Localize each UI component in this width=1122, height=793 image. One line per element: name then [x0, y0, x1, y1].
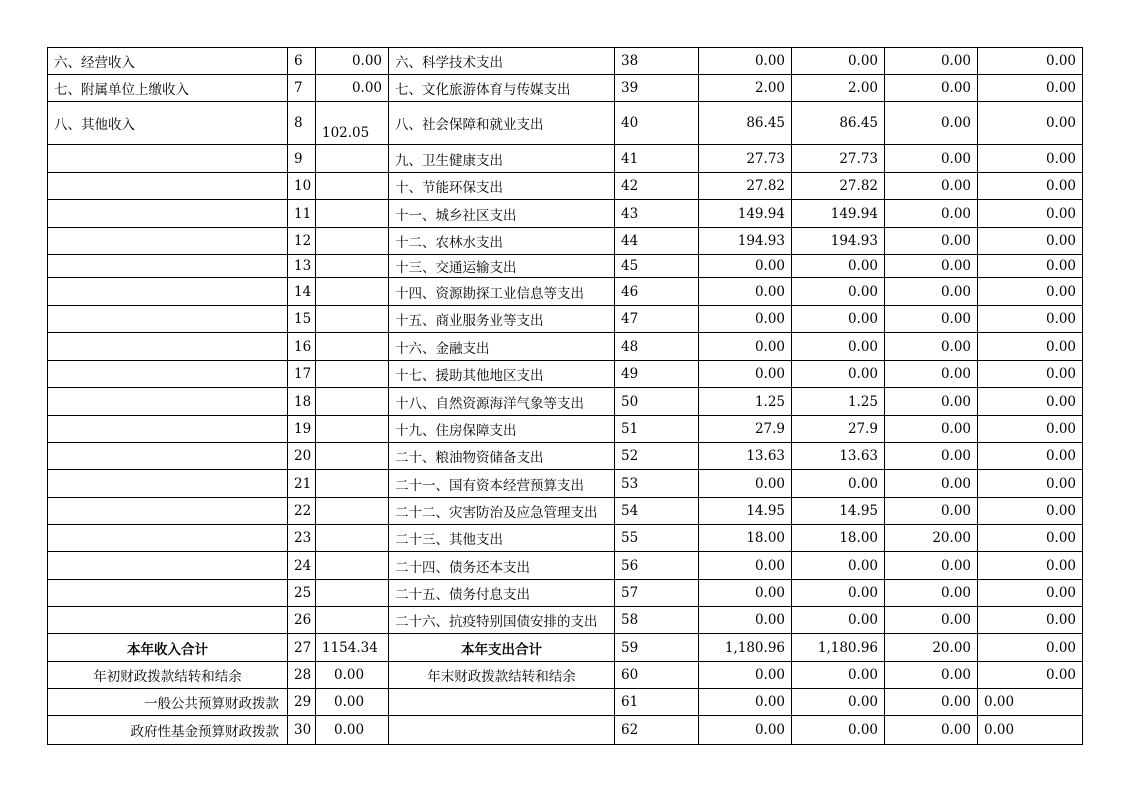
fund-budget-cell: 0.00 [885, 388, 978, 416]
general-budget-cell: 0.00 [792, 716, 885, 745]
general-budget-cell: 18.00 [792, 525, 885, 552]
state-capital-cell: 0.00 [978, 306, 1083, 333]
expense-total-cell: 194.93 [699, 228, 792, 255]
expense-line-cell: 45 [615, 255, 699, 278]
expense-total-cell: 14.95 [699, 498, 792, 525]
expense-item-cell: 十八、自然资源海洋气象等支出 [389, 388, 615, 416]
fund-budget-cell: 0.00 [885, 580, 978, 607]
table-row [48, 525, 1083, 552]
table-row [48, 333, 1083, 361]
income-amount-cell [316, 498, 389, 525]
fund-budget-cell: 0.00 [885, 716, 978, 745]
income-amount-cell [316, 388, 389, 416]
income-item-cell [48, 306, 288, 333]
fund-budget-cell: 0.00 [885, 361, 978, 388]
expense-total-cell: 0.00 [699, 689, 792, 716]
income-item-cell [48, 200, 288, 228]
general-budget-cell: 149.94 [792, 200, 885, 228]
general-budget-cell: 0.00 [792, 48, 885, 75]
expense-line-cell: 46 [615, 278, 699, 306]
expense-total-cell: 149.94 [699, 200, 792, 228]
expense-line-cell: 54 [615, 498, 699, 525]
income-item-cell [48, 443, 288, 470]
expense-line-cell: 48 [615, 333, 699, 361]
general-budget-cell: 27.9 [792, 416, 885, 443]
expense-item-cell: 二十六、抗疫特别国债安排的支出 [389, 607, 615, 634]
state-capital-cell: 0.00 [978, 689, 1083, 716]
expense-total-cell: 0.00 [699, 255, 792, 278]
income-item-cell [48, 388, 288, 416]
expense-item-cell: 十五、商业服务业等支出 [389, 306, 615, 333]
table-row [48, 306, 1083, 333]
expense-total-cell: 2.00 [699, 75, 792, 102]
state-capital-cell: 0.00 [978, 388, 1083, 416]
expense-line-cell: 59 [615, 634, 699, 662]
income-line-cell: 11 [288, 200, 316, 228]
income-amount-cell [316, 173, 389, 200]
expense-item-cell: 十七、援助其他地区支出 [389, 361, 615, 388]
fund-budget-cell: 20.00 [885, 634, 978, 662]
fund-budget-cell: 0.00 [885, 333, 978, 361]
expense-total-cell: 1,180.96 [699, 634, 792, 662]
income-amount-cell [316, 361, 389, 388]
expense-line-cell: 39 [615, 75, 699, 102]
general-budget-cell: 13.63 [792, 443, 885, 470]
income-item-cell [48, 580, 288, 607]
expense-total-cell: 86.45 [699, 102, 792, 145]
fund-budget-cell: 20.00 [885, 525, 978, 552]
income-amount-cell [316, 278, 389, 306]
expense-item-cell: 十三、交通运输支出 [389, 255, 615, 278]
general-budget-cell: 0.00 [792, 607, 885, 634]
income-line-cell: 12 [288, 228, 316, 255]
general-budget-cell: 0.00 [792, 361, 885, 388]
expense-line-cell: 58 [615, 607, 699, 634]
expense-line-cell: 57 [615, 580, 699, 607]
fund-budget-cell: 0.00 [885, 173, 978, 200]
table-row [48, 470, 1083, 498]
expense-item-cell: 八、社会保障和就业支出 [389, 102, 615, 145]
income-line-cell: 30 [288, 716, 316, 745]
expense-item-cell: 二十四、债务还本支出 [389, 552, 615, 580]
general-budget-cell: 0.00 [792, 333, 885, 361]
expense-line-cell: 41 [615, 145, 699, 173]
income-line-cell: 17 [288, 361, 316, 388]
general-budget-cell: 2.00 [792, 75, 885, 102]
fund-budget-cell: 0.00 [885, 102, 978, 145]
expense-item-cell: 十四、资源勘探工业信息等支出 [389, 278, 615, 306]
expense-item-cell: 七、文化旅游体育与传媒支出 [389, 75, 615, 102]
general-budget-cell: 1,180.96 [792, 634, 885, 662]
table-row [48, 102, 1083, 145]
expense-line-cell: 49 [615, 361, 699, 388]
expense-line-cell: 50 [615, 388, 699, 416]
state-capital-cell: 0.00 [978, 48, 1083, 75]
expense-total-cell: 0.00 [699, 333, 792, 361]
income-item-cell: 本年收入合计 [48, 634, 288, 662]
general-budget-cell: 0.00 [792, 552, 885, 580]
expense-total-cell: 18.00 [699, 525, 792, 552]
state-capital-cell: 0.00 [978, 361, 1083, 388]
state-capital-cell: 0.00 [978, 145, 1083, 173]
general-budget-cell: 86.45 [792, 102, 885, 145]
income-item-cell [48, 228, 288, 255]
income-amount-cell [316, 200, 389, 228]
expense-total-cell: 0.00 [699, 48, 792, 75]
general-budget-cell: 27.82 [792, 173, 885, 200]
expense-item-cell: 二十三、其他支出 [389, 525, 615, 552]
expense-line-cell: 56 [615, 552, 699, 580]
income-item-cell [48, 498, 288, 525]
table-row [48, 145, 1083, 173]
income-amount-cell [316, 416, 389, 443]
fund-budget-cell: 0.00 [885, 552, 978, 580]
income-line-cell: 14 [288, 278, 316, 306]
income-line-cell: 25 [288, 580, 316, 607]
income-line-cell: 22 [288, 498, 316, 525]
table-row [48, 278, 1083, 306]
expense-line-cell: 44 [615, 228, 699, 255]
expense-total-cell: 0.00 [699, 552, 792, 580]
income-amount-cell [316, 228, 389, 255]
expense-total-cell: 27.73 [699, 145, 792, 173]
expense-line-cell: 55 [615, 525, 699, 552]
income-item-cell: 年初财政拨款结转和结余 [48, 662, 288, 689]
state-capital-cell: 0.00 [978, 416, 1083, 443]
general-budget-cell: 194.93 [792, 228, 885, 255]
expense-line-cell: 47 [615, 306, 699, 333]
table-row [48, 498, 1083, 525]
general-budget-cell: 0.00 [792, 470, 885, 498]
income-item-cell [48, 333, 288, 361]
income-line-cell: 23 [288, 525, 316, 552]
state-capital-cell: 0.00 [978, 525, 1083, 552]
fund-budget-cell: 0.00 [885, 470, 978, 498]
income-line-cell: 19 [288, 416, 316, 443]
general-budget-cell: 0.00 [792, 689, 885, 716]
expense-item-cell [389, 716, 615, 745]
income-line-cell: 10 [288, 173, 316, 200]
table-body [48, 48, 1083, 745]
income-item-cell: 政府性基金预算财政拨款 [48, 716, 288, 745]
income-item-cell [48, 255, 288, 278]
expense-total-cell: 0.00 [699, 607, 792, 634]
state-capital-cell: 0.00 [978, 552, 1083, 580]
income-item-cell [48, 552, 288, 580]
state-capital-cell: 0.00 [978, 333, 1083, 361]
income-line-cell: 13 [288, 255, 316, 278]
fund-budget-cell: 0.00 [885, 416, 978, 443]
table-row [48, 662, 1083, 689]
state-capital-cell: 0.00 [978, 255, 1083, 278]
income-item-cell [48, 470, 288, 498]
expense-item-cell: 十九、住房保障支出 [389, 416, 615, 443]
income-line-cell: 29 [288, 689, 316, 716]
income-item-cell [48, 607, 288, 634]
fund-budget-cell: 0.00 [885, 48, 978, 75]
income-line-cell: 28 [288, 662, 316, 689]
expense-line-cell: 53 [615, 470, 699, 498]
expense-line-cell: 38 [615, 48, 699, 75]
expense-total-cell: 0.00 [699, 361, 792, 388]
fund-budget-cell: 0.00 [885, 228, 978, 255]
expense-item-cell: 六、科学技术支出 [389, 48, 615, 75]
general-budget-cell: 1.25 [792, 388, 885, 416]
general-budget-cell: 0.00 [792, 662, 885, 689]
table-row [48, 75, 1083, 102]
income-item-cell [48, 416, 288, 443]
table-row [48, 200, 1083, 228]
expense-item-cell: 二十五、债务付息支出 [389, 580, 615, 607]
income-item-cell [48, 173, 288, 200]
income-line-cell: 16 [288, 333, 316, 361]
state-capital-cell: 0.00 [978, 498, 1083, 525]
expense-total-cell: 1.25 [699, 388, 792, 416]
state-capital-cell: 0.00 [978, 662, 1083, 689]
table-row [48, 443, 1083, 470]
fund-budget-cell: 0.00 [885, 498, 978, 525]
expense-line-cell: 43 [615, 200, 699, 228]
income-amount-cell: 102.05 [316, 102, 389, 145]
income-amount-cell [316, 145, 389, 173]
expense-total-cell: 13.63 [699, 443, 792, 470]
income-amount-cell [316, 552, 389, 580]
fund-budget-cell: 0.00 [885, 306, 978, 333]
expense-item-cell: 本年支出合计 [389, 634, 615, 662]
state-capital-cell: 0.00 [978, 228, 1083, 255]
expense-total-cell: 27.9 [699, 416, 792, 443]
state-capital-cell: 0.00 [978, 102, 1083, 145]
income-amount-cell [316, 333, 389, 361]
income-amount-cell: 0.00 [316, 716, 389, 745]
state-capital-cell: 0.00 [978, 634, 1083, 662]
income-amount-cell [316, 470, 389, 498]
general-budget-cell: 0.00 [792, 278, 885, 306]
table-row [48, 634, 1083, 662]
income-line-cell: 24 [288, 552, 316, 580]
fund-budget-cell: 0.00 [885, 278, 978, 306]
fund-budget-cell: 0.00 [885, 145, 978, 173]
income-line-cell: 15 [288, 306, 316, 333]
table-row [48, 607, 1083, 634]
income-line-cell: 27 [288, 634, 316, 662]
income-line-cell: 9 [288, 145, 316, 173]
income-item-cell [48, 145, 288, 173]
income-line-cell: 6 [288, 48, 316, 75]
table-row [48, 552, 1083, 580]
expense-item-cell: 二十二、灾害防治及应急管理支出 [389, 498, 615, 525]
expense-line-cell: 61 [615, 689, 699, 716]
expense-total-cell: 0.00 [699, 716, 792, 745]
state-capital-cell: 0.00 [978, 470, 1083, 498]
expense-total-cell: 0.00 [699, 470, 792, 498]
income-amount-cell: 1154.34 [316, 634, 389, 662]
state-capital-cell: 0.00 [978, 443, 1083, 470]
state-capital-cell: 0.00 [978, 716, 1083, 745]
expense-item-cell: 十六、金融支出 [389, 333, 615, 361]
table-row [48, 580, 1083, 607]
income-amount-cell [316, 255, 389, 278]
expense-line-cell: 60 [615, 662, 699, 689]
general-budget-cell: 27.73 [792, 145, 885, 173]
table-row [48, 388, 1083, 416]
state-capital-cell: 0.00 [978, 278, 1083, 306]
expense-item-cell [389, 689, 615, 716]
income-line-cell: 20 [288, 443, 316, 470]
income-item-cell [48, 525, 288, 552]
fund-budget-cell: 0.00 [885, 689, 978, 716]
fund-budget-cell: 0.00 [885, 255, 978, 278]
expense-item-cell: 十、节能环保支出 [389, 173, 615, 200]
income-line-cell: 7 [288, 75, 316, 102]
income-amount-cell [316, 443, 389, 470]
income-amount-cell [316, 306, 389, 333]
general-budget-cell: 0.00 [792, 580, 885, 607]
income-amount-cell [316, 525, 389, 552]
general-budget-cell: 14.95 [792, 498, 885, 525]
income-item-cell: 八、其他收入 [48, 102, 288, 145]
expense-total-cell: 0.00 [699, 306, 792, 333]
state-capital-cell: 0.00 [978, 173, 1083, 200]
income-item-cell: 一般公共预算财政拨款 [48, 689, 288, 716]
income-item-cell [48, 361, 288, 388]
table-row [48, 361, 1083, 388]
expense-total-cell: 0.00 [699, 580, 792, 607]
fund-budget-cell: 0.00 [885, 662, 978, 689]
table-row [48, 716, 1083, 745]
income-amount-cell: 0.00 [316, 689, 389, 716]
expense-item-cell: 十一、城乡社区支出 [389, 200, 615, 228]
income-item-cell: 六、经营收入 [48, 48, 288, 75]
income-amount-cell [316, 607, 389, 634]
income-line-cell: 18 [288, 388, 316, 416]
expense-line-cell: 62 [615, 716, 699, 745]
expense-total-cell: 0.00 [699, 662, 792, 689]
expense-item-cell: 九、卫生健康支出 [389, 145, 615, 173]
fund-budget-cell: 0.00 [885, 75, 978, 102]
income-amount-cell: 0.00 [316, 48, 389, 75]
income-amount-cell: 0.00 [316, 662, 389, 689]
general-budget-cell: 0.00 [792, 306, 885, 333]
table-row [48, 173, 1083, 200]
income-line-cell: 8 [288, 102, 316, 145]
expense-item-cell: 年末财政拨款结转和结余 [389, 662, 615, 689]
expense-total-cell: 0.00 [699, 278, 792, 306]
table-row [48, 48, 1083, 75]
income-line-cell: 26 [288, 607, 316, 634]
table-row [48, 689, 1083, 716]
expense-item-cell: 十二、农林水支出 [389, 228, 615, 255]
state-capital-cell: 0.00 [978, 580, 1083, 607]
state-capital-cell: 0.00 [978, 200, 1083, 228]
fund-budget-cell: 0.00 [885, 607, 978, 634]
expense-line-cell: 42 [615, 173, 699, 200]
income-item-cell: 七、附属单位上缴收入 [48, 75, 288, 102]
fund-budget-cell: 0.00 [885, 200, 978, 228]
income-item-cell [48, 278, 288, 306]
expense-line-cell: 40 [615, 102, 699, 145]
budget-table [47, 47, 1083, 745]
expense-line-cell: 52 [615, 443, 699, 470]
expense-item-cell: 二十一、国有资本经营预算支出 [389, 470, 615, 498]
general-budget-cell: 0.00 [792, 255, 885, 278]
table-row [48, 255, 1083, 278]
table-row [48, 228, 1083, 255]
state-capital-cell: 0.00 [978, 607, 1083, 634]
income-amount-cell: 0.00 [316, 75, 389, 102]
state-capital-cell: 0.00 [978, 75, 1083, 102]
expense-line-cell: 51 [615, 416, 699, 443]
fund-budget-cell: 0.00 [885, 443, 978, 470]
income-amount-cell [316, 580, 389, 607]
expense-total-cell: 27.82 [699, 173, 792, 200]
expense-item-cell: 二十、粮油物资储备支出 [389, 443, 615, 470]
table-row [48, 416, 1083, 443]
income-line-cell: 21 [288, 470, 316, 498]
